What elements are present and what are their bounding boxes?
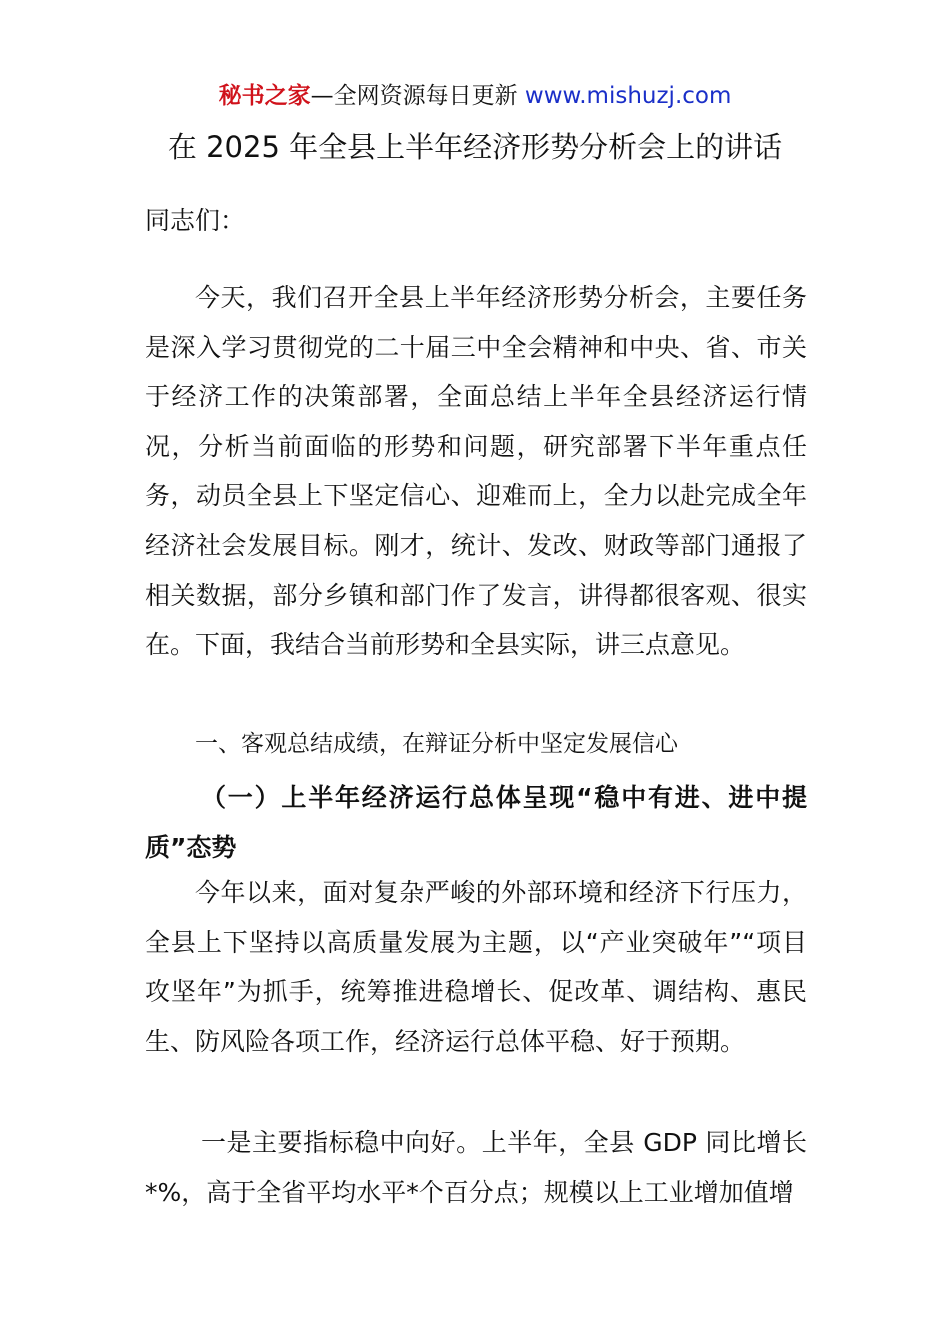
site-tagline: —全网资源每日更新 (310, 83, 518, 109)
subsection-heading-1: （一）上半年经济运行总体呈现“稳中有进、进中提质”态势 (145, 783, 807, 862)
site-url-link[interactable]: www.mishuzj.com (524, 83, 732, 109)
document-title: 在 2025 年全县上半年经济形势分析会上的讲话 (167, 130, 783, 164)
site-header (0, 80, 950, 112)
intro-paragraph: 今天，我们召开全县上半年经济形势分析会，主要任务是深入学习贯彻党的二十届三中全会精神和中央、省、市关于经济工作的决策部署，全面总结上半年全县经济运行情况，分析当前面临的形势和问题，研究部署下半年重点任务，动员全县上下坚定信心、迎难而上，全力以赴完成全年经济社会发展目标。刚才，统计、发改、财政等部门通报了相关数据，部分乡镇和部门作了发言，讲得都很客观、很实在。下面，我结合当前形势和全县实际，讲三点意见。 (145, 283, 807, 660)
greeting-line: 同志们： (145, 206, 246, 235)
paragraph-situation: 今年以来，面对复杂严峻的外部环境和经济下行压力，全县上下坚持以高质量发展为主题，以“产业突破年”“项目攻坚年”为抓手，统筹推进稳增长、促改革、调结构、惠民生、防风险各项工作，经济运行总体平稳、好于预期。 (145, 878, 807, 1056)
paragraph-indicators: 一是主要指标稳中向好。上半年，全县 GDP 同比增长*%，高于全省平均水平*个百分点；规模以上工业增加值增 (145, 1128, 807, 1207)
site-brand: 秘书之家 (218, 83, 311, 109)
section-heading-1: 一、客观总结成绩，在辩证分析中坚定发展信心 (195, 731, 678, 757)
